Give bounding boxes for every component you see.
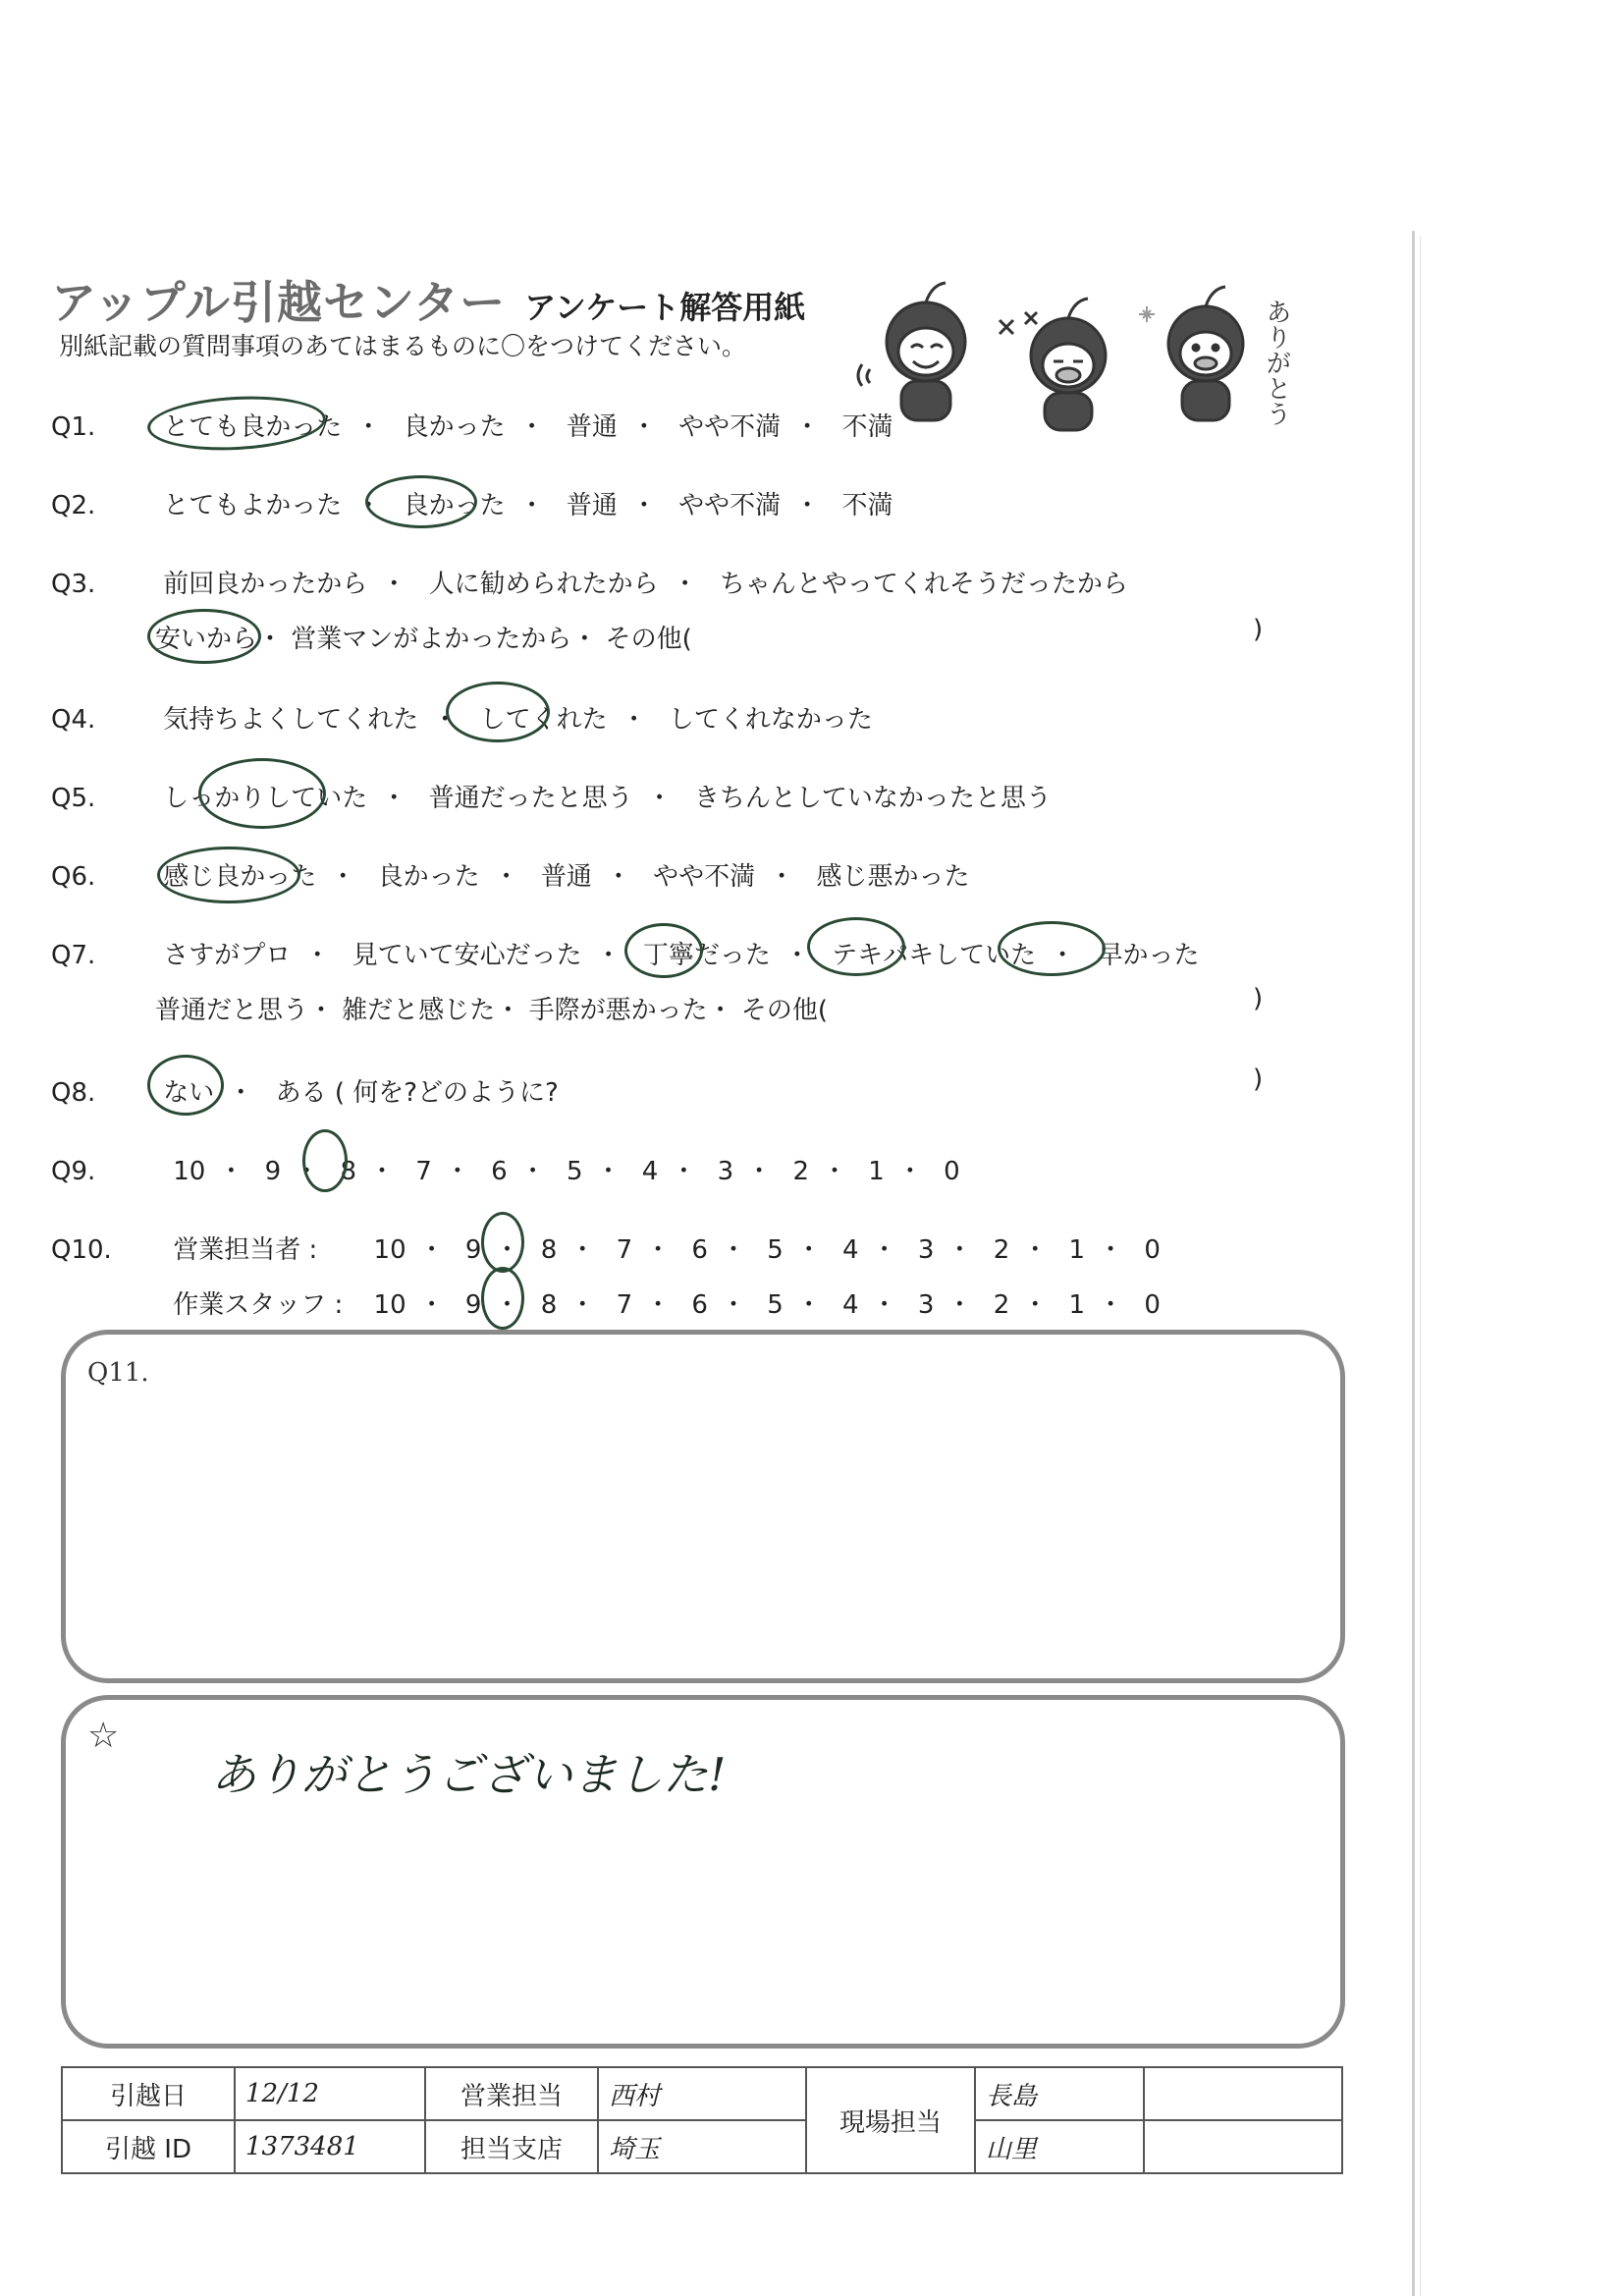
scale-value[interactable]: 7	[415, 1157, 432, 1186]
question-q3-line2: 安いから・ 営業マンがよかったから・ その他(	[155, 625, 692, 654]
selection-circle	[198, 758, 326, 829]
selection-circle	[446, 682, 550, 742]
scale-value[interactable]: 9	[464, 1290, 482, 1320]
site-rep-value-1[interactable]: 長島	[975, 2067, 1144, 2120]
option[interactable]: 感じ悪かった	[816, 862, 970, 892]
scale-value[interactable]: 1	[868, 1157, 885, 1186]
branch-label: 担当支店	[425, 2120, 598, 2173]
site-rep-label: 現場担当	[806, 2067, 975, 2173]
scale-value[interactable]: 10	[373, 1235, 406, 1265]
option[interactable]: してくれた	[479, 705, 608, 735]
option[interactable]: 普通	[566, 412, 618, 442]
question-q5: Q5. しっかりしていた ・ 普通だったと思う ・ きちんとしていなかったと思う	[51, 784, 1052, 813]
scale-value[interactable]: 8	[540, 1235, 558, 1265]
option[interactable]: 丁寧だった	[642, 941, 771, 970]
free-comment-box[interactable]	[61, 1695, 1345, 2049]
option[interactable]: ちゃんとやってくれそうだったから	[719, 570, 1128, 599]
site-rep-value-2[interactable]: 山里	[975, 2120, 1144, 2173]
scale-value[interactable]: 4	[641, 1157, 659, 1186]
scale-value[interactable]: 2	[993, 1235, 1010, 1265]
selection-circle	[481, 1212, 524, 1273]
selection-circle	[481, 1267, 524, 1330]
brand-title: アップル引越センター	[51, 276, 507, 329]
scale-value[interactable]: 2	[792, 1157, 809, 1186]
q11-comment-box[interactable]	[61, 1330, 1345, 1683]
selection-circle	[157, 847, 300, 903]
question-number: Q1.	[51, 412, 96, 442]
question-q6: Q6. 感じ良かった ・ 良かった ・ 普通 ・ やや不満 ・ 感じ悪かった	[51, 862, 970, 892]
option[interactable]: 普通	[540, 862, 592, 892]
q11-label: Q11.	[87, 1358, 149, 1388]
scale-value[interactable]: 6	[491, 1157, 508, 1186]
form-subtitle: アンケート解答用紙	[524, 289, 806, 326]
monkey-right-icon	[1139, 287, 1243, 420]
mascot-caption: ありがとう	[1262, 299, 1291, 426]
question-q3: Q3. 前回良かったから ・ 人に勧められたから ・ ちゃんとやってくれそうだったから	[51, 570, 1128, 599]
scale-value[interactable]: 8	[540, 1290, 558, 1320]
selection-circle	[998, 921, 1106, 976]
scale-label-staff: 作業スタッフ :	[173, 1290, 344, 1320]
option[interactable]: やや不満	[678, 491, 782, 520]
option[interactable]: その他(	[605, 625, 692, 654]
paren-close: )	[1253, 984, 1264, 1013]
question-number: Q3.	[51, 570, 96, 599]
scale-value[interactable]: 3	[917, 1290, 935, 1320]
question-number: Q5.	[51, 784, 96, 813]
paren-close: )	[1253, 615, 1264, 644]
question-q10-staff: 作業スタッフ : 10 ・ 9 ・ 8 ・ 7 ・ 6 ・ 5 ・ 4 ・ 3 ・ 2 ・ 1 ・ 0	[51, 1285, 1161, 1321]
option[interactable]: してくれなかった	[668, 705, 873, 735]
option[interactable]: 手際が悪かった	[528, 996, 708, 1025]
question-number: Q10.	[51, 1235, 112, 1265]
option[interactable]: その他(	[740, 996, 829, 1025]
move-date-label: 引越日	[62, 2067, 235, 2120]
scale-value[interactable]: 3	[717, 1157, 734, 1186]
option[interactable]: 気持ちよくしてくれた	[163, 705, 419, 735]
scale-value[interactable]: 1	[1068, 1290, 1086, 1320]
question-q10: Q10. 営業担当者 : 10 ・ 9 ・ 8 ・ 7 ・ 6 ・ 5 ・ 4 ・ 3 ・ 2 ・ 1 ・ 0	[51, 1230, 1161, 1266]
question-q9: Q9. 10 ・ 9 ・ 8 ・ 7 ・ 6 ・ 5 ・ 4 ・ 3 ・ 2 ・ 1 ・ 0	[51, 1157, 960, 1186]
scale-value[interactable]: 0	[944, 1157, 960, 1186]
option[interactable]: 良かった	[403, 491, 506, 520]
option[interactable]: やや不満	[653, 862, 756, 892]
scale-value[interactable]: 10	[373, 1290, 406, 1320]
scale-value[interactable]: 5	[566, 1157, 583, 1186]
question-number: Q2.	[51, 491, 96, 520]
question-q1: Q1. とても良かった ・ 良かった ・ 普通 ・ やや不満 ・ 不満	[51, 412, 893, 442]
scale-value[interactable]: 5	[767, 1290, 784, 1320]
selection-circle	[807, 917, 905, 976]
option[interactable]: 不満	[841, 412, 893, 442]
question-q7: Q7. さすがプロ ・ 見ていて安心だった ・ 丁寧だった ・ テキパキしていた ・ 早かった	[51, 941, 1200, 970]
option[interactable]: 不満	[841, 491, 893, 520]
scale-value[interactable]: 0	[1144, 1290, 1161, 1320]
mascot-illustration	[852, 271, 1314, 448]
blank-cell[interactable]	[1144, 2067, 1342, 2120]
scale-value[interactable]: 8	[340, 1157, 357, 1186]
sales-rep-label: 営業担当	[425, 2067, 598, 2120]
scale-value[interactable]: 1	[1068, 1235, 1086, 1265]
sales-rep-value[interactable]: 西村	[598, 2067, 806, 2120]
handwritten-comment: ありがとうございました!	[211, 1748, 727, 1801]
option[interactable]: 良かった	[377, 862, 480, 892]
scale-value[interactable]: 9	[264, 1157, 282, 1186]
option[interactable]: 普通	[566, 491, 618, 520]
scale-value[interactable]: 2	[993, 1290, 1010, 1320]
option[interactable]: 安いから	[155, 625, 258, 654]
selection-circle	[365, 475, 477, 528]
move-date-value[interactable]: 12/12	[235, 2067, 425, 2120]
option[interactable]: テキパキしていた	[832, 941, 1037, 970]
option[interactable]: 感じ良かった	[163, 862, 317, 892]
option[interactable]: やや不満	[678, 412, 782, 442]
question-q8: Q8. ない ・ ある ( 何を?どのように?	[51, 1078, 559, 1108]
option[interactable]: 普通だったと思う	[428, 784, 633, 813]
info-table	[61, 2066, 1343, 2174]
scale-value[interactable]: 3	[917, 1235, 935, 1265]
scale-value[interactable]: 0	[1144, 1235, 1161, 1265]
scale-label-sales: 営業担当者 :	[173, 1235, 318, 1265]
question-number: Q9.	[51, 1157, 96, 1186]
question-q2: Q2. とてもよかった ・ 良かった ・ 普通 ・ やや不満 ・ 不満	[51, 491, 893, 520]
scale-value[interactable]: 6	[691, 1290, 708, 1320]
question-q7-line2: 普通だと思う・ 雑だと感じた・ 手際が悪かった・ その他(	[155, 996, 829, 1025]
scale-value[interactable]: 5	[767, 1235, 784, 1265]
scale-value[interactable]: 10	[173, 1157, 206, 1186]
option[interactable]: 前回良かったから	[163, 570, 368, 599]
option[interactable]: きちんとしていなかったと思う	[693, 784, 1052, 813]
selection-circle	[147, 1055, 224, 1116]
scale-value[interactable]: 7	[616, 1290, 633, 1320]
option[interactable]: 営業マンがよかったから	[291, 625, 572, 654]
option[interactable]: 見ていて安心だった	[352, 941, 582, 970]
scale-value[interactable]: 7	[616, 1235, 633, 1265]
blank-cell[interactable]	[1144, 2120, 1342, 2173]
option[interactable]: とても良かった	[163, 412, 343, 442]
option[interactable]: 早かった	[1097, 941, 1200, 970]
page-edge	[1412, 231, 1415, 2296]
option[interactable]: さすがプロ	[163, 941, 292, 970]
question-q4: Q4. 気持ちよくしてくれた ・ してくれた ・ してくれなかった	[51, 705, 873, 735]
question-number: Q8.	[51, 1078, 96, 1108]
selection-circle	[624, 923, 703, 978]
monkey-middle-icon	[1000, 299, 1106, 430]
option[interactable]: 人に勧められたから	[428, 570, 659, 599]
selection-circle	[302, 1129, 348, 1192]
option[interactable]: 雑だと感じた	[342, 996, 496, 1025]
selection-circle	[147, 609, 261, 664]
option[interactable]: ある ( 何を?どのように?	[275, 1078, 559, 1108]
option[interactable]: とてもよかった	[163, 491, 343, 520]
monkey-left-icon	[858, 283, 965, 420]
scale-value[interactable]: 4	[842, 1290, 859, 1320]
move-id-label: 引越 ID	[62, 2120, 235, 2173]
branch-value[interactable]: 埼玉	[598, 2120, 806, 2173]
move-id-value[interactable]: 1373481	[235, 2120, 425, 2173]
question-number: Q4.	[51, 705, 96, 735]
page-edge-inner	[1420, 236, 1421, 2296]
option[interactable]: しっかりしていた	[163, 784, 368, 813]
option[interactable]: 普通だと思う	[155, 996, 309, 1025]
scale-value[interactable]: 9	[464, 1235, 482, 1265]
option[interactable]: ない	[163, 1078, 215, 1108]
selection-circle	[146, 392, 328, 454]
scale-value[interactable]: 4	[842, 1235, 859, 1265]
paren-close: )	[1253, 1065, 1264, 1094]
star-icon: ☆	[87, 1716, 120, 1756]
question-number: Q6.	[51, 862, 96, 892]
option[interactable]: 良かった	[403, 412, 506, 442]
scale-value[interactable]: 6	[691, 1235, 708, 1265]
form-header	[51, 267, 805, 332]
question-number: Q7.	[51, 941, 96, 970]
instruction-text: 別紙記載の質問事項のあてはまるものに〇をつけてください。	[59, 332, 747, 360]
